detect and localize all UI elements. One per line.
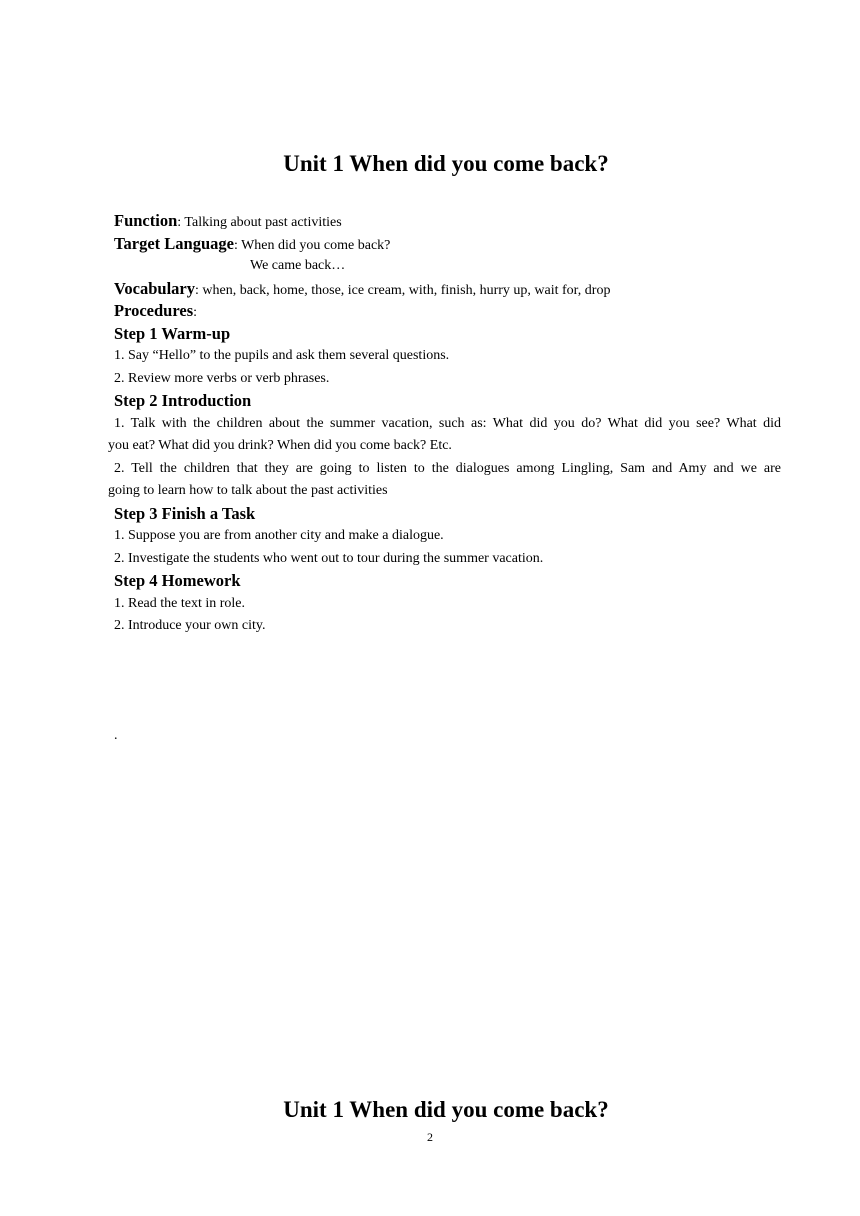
step-item: going to learn how to talk about the past activities — [108, 483, 388, 498]
step-heading — [108, 570, 781, 593]
step-heading — [108, 323, 781, 346]
step-item: 2. Introduce your own city. — [114, 618, 266, 633]
target-language-label: Target Language — [114, 233, 234, 253]
procedures-colon: : — [193, 305, 198, 320]
stray-dot: . — [114, 728, 118, 743]
function-label: Function — [114, 211, 178, 230]
procedures-label: Procedures — [114, 301, 194, 320]
step-item: 1. Say “Hello” to the pupils and ask them several questions. — [114, 348, 450, 363]
page-number: 2 — [427, 1130, 433, 1144]
step-item: 1. Suppose you are from another city and make a dialogue. — [114, 528, 444, 543]
target-language-text: : When did you come back? — [233, 237, 391, 253]
step-item: 2. Tell the children that they are going to listen to the dialogues among Lingling, Sam and Amy and we are — [114, 460, 781, 476]
step-1-title: Step 1 Warm-up — [114, 323, 231, 343]
step-heading — [108, 503, 781, 526]
vocabulary-line — [108, 278, 781, 301]
step-item: 2. Investigate the students who went out to tour during the summer vacation. — [114, 550, 544, 566]
function-line — [108, 210, 781, 233]
footer-title: Unit 1 When did you come back? — [283, 1097, 609, 1122]
step-heading — [108, 390, 781, 413]
step-item: 1. Read the text in role. — [114, 595, 246, 611]
target-language-line — [108, 233, 781, 256]
procedures-line — [108, 300, 781, 323]
step-item: 1. Talk with the children about the summer vacation, such as: What did you do? What did you see? What did — [114, 415, 781, 431]
page-title: Unit 1 When did you come back? — [283, 151, 609, 176]
function-text: : Talking about past activities — [177, 215, 342, 230]
target-language-line-2 — [108, 255, 781, 278]
step-3-title: Step 3 Finish a Task — [114, 503, 256, 523]
target-language-text-2: We came back… — [250, 258, 346, 273]
step-item: 2. Review more verbs or verb phrases. — [114, 370, 330, 386]
lesson-content — [108, 210, 781, 638]
vocabulary-label: Vocabulary — [114, 278, 195, 298]
step-item: you eat? What did you drink? When did you come back? Etc. — [108, 438, 452, 453]
step-2-title: Step 2 Introduction — [114, 391, 252, 410]
vocabulary-text: : when, back, home, those, ice cream, with, finish, hurry up, wait for, drop — [195, 282, 611, 298]
step-4-title: Step 4 Homework — [114, 571, 241, 590]
